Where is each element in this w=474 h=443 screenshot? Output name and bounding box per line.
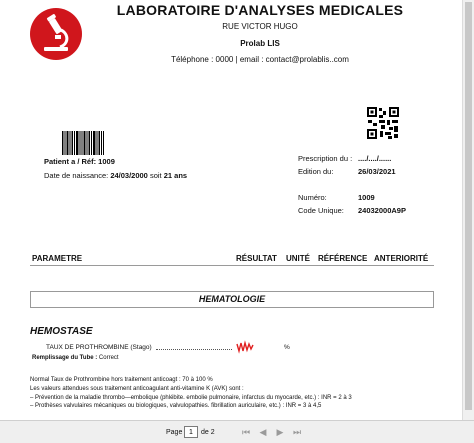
numero-value: 1009	[358, 193, 375, 202]
dob-label: Date de naissance:	[44, 171, 109, 180]
dob-value: 24/03/2000	[110, 171, 148, 180]
lab-street: RUE VICTOR HUGO	[222, 22, 298, 31]
test-name: TAUX DE PROTHROMBINE (Stago)	[46, 344, 152, 351]
test-unit: %	[284, 344, 290, 351]
prescription-label: Prescription du :	[298, 154, 353, 163]
qr-code	[366, 106, 400, 140]
page-label: Page	[166, 429, 183, 436]
note-line: Normal Taux de Prothrombine hors traitement anticoagt : 70 à 100 %	[30, 377, 213, 383]
interpretation-notes	[30, 376, 450, 411]
edition-label: Edition du:	[298, 167, 334, 176]
barcode	[62, 131, 104, 155]
patient-birthdate	[44, 171, 187, 180]
result-scribble	[236, 340, 254, 354]
specimen-label: Remplissage du Tube :	[32, 355, 98, 361]
column-reference: RÉFÉRENCE	[318, 254, 368, 263]
column-parametre: PARAMETRE	[32, 254, 83, 263]
column-anteriorite: ANTERIORITÉ	[374, 254, 429, 263]
age-label: soit	[149, 171, 162, 180]
edition-value: 26/03/2021	[358, 167, 396, 176]
previous-page-icon[interactable]: ◀	[259, 427, 267, 437]
first-page-icon[interactable]: ⏮	[241, 427, 251, 437]
column-unite: UNITÉ	[286, 254, 310, 263]
results-column-header	[30, 250, 434, 266]
lab-name: LABORATOIRE D'ANALYSES MEDICALES	[116, 2, 404, 18]
age-value: 21 ans	[163, 171, 188, 180]
page-number-input[interactable]	[184, 426, 198, 438]
note-line: – Prévention de la maladie thrombo—embolique (phlébite. embolie pulmonaire, infarctus du myocarde, etc.) : INR = 2 à 3	[30, 394, 352, 401]
vertical-scrollbar[interactable]	[462, 0, 474, 420]
note-line: Les valeurs attendues sous traitement anticoagulant anti-vitamine K (AVK) sont :	[30, 385, 244, 392]
column-resultat: RÉSULTAT	[236, 254, 277, 263]
code-value: 24032000A9P	[358, 206, 406, 215]
microscope-icon	[30, 8, 82, 60]
patient-reference: Patient a / Réf: 1009	[44, 157, 115, 166]
prescription-value: ..../..../......	[358, 154, 392, 163]
section-title: HEMATOLOGIE	[30, 291, 434, 308]
scrollbar-thumb[interactable]	[465, 2, 472, 410]
code-label: Code Unique:	[298, 206, 344, 215]
numero-label: Numéro:	[298, 193, 327, 202]
page-navigation-bar	[0, 420, 474, 443]
page-total: de 2	[201, 429, 215, 436]
group-title: HEMOSTASE	[30, 326, 93, 337]
last-page-icon[interactable]: ⏭	[292, 427, 302, 437]
test-leader-dots	[156, 345, 232, 350]
lab-logo	[30, 8, 82, 60]
specimen-value: Correct	[98, 355, 119, 361]
lab-contact: Téléphone : 0000 | email : contact@prolablis..com	[171, 55, 349, 64]
specimen-quality	[32, 355, 119, 361]
next-page-icon[interactable]: ▶	[276, 427, 284, 437]
note-line: – Prothèses valvulaires mécaniques ou biologiques, valvulopathies. fibrillation auriculaire, etc.) : INR = 3 à 4,5	[30, 403, 322, 410]
lab-system-name: Prolab LIS	[240, 39, 280, 48]
